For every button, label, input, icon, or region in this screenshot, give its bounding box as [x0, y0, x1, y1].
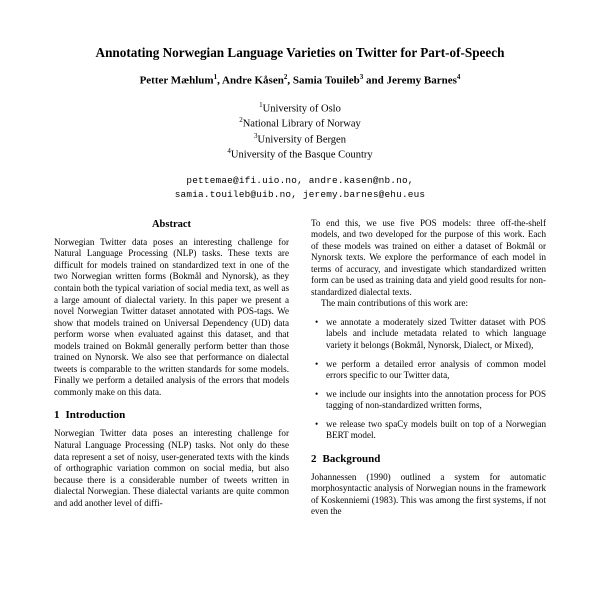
- affiliation-2-name: National Library of Norway: [242, 118, 361, 130]
- author-1-affil-marker: 1: [213, 73, 218, 82]
- author-2-affil-marker: 2: [283, 73, 288, 82]
- author-2: Andre Kåsen: [222, 74, 284, 87]
- right-column: [311, 218, 546, 518]
- section-1-heading: [54, 409, 289, 423]
- section-1-paragraph-1: Norwegian Twitter data poses an interesting challenge for Natural Language Processing (NLP) tasks. Not only do these data represent a set of noisy, user-generated texts with the kinds of orthographic variation common on social media, but also because there is a considerable number of tweets written in dialectal Norwegian. These dialectal variants are quite common and add another level of diffi-: [54, 428, 289, 508]
- section-2-paragraph-1: Johannessen (1990) outlined a system for automatic morphosyntactic analysis of Norwegian nouns in the framework of Koskenniemi (1983). This was among the first systems, if not even the: [311, 471, 546, 517]
- author-list: Petter Mæhlum$^1$, Andre Kåsen$^2$, Samia Touileb$^3$ and Jeremy Barnes$^4$: [139, 73, 461, 87]
- affiliation-2: [54, 116, 546, 131]
- affiliation-1-name: University of Oslo: [262, 103, 341, 115]
- list-item: • we perform a detailed error analysis of common model errors specific to our Twitter data,: [311, 359, 546, 382]
- section-1-number: 1: [54, 409, 60, 422]
- affiliation-1-marker: 1: [259, 100, 263, 109]
- affiliation-4-name: University of the Basque Country: [230, 149, 373, 161]
- section-2-heading: [311, 453, 546, 467]
- page-title: Annotating Norwegian Language Varieties on Twitter for Part-of-Speech: [95, 45, 505, 60]
- affiliation-2-marker: 2: [239, 116, 243, 125]
- section-2-title: Background: [322, 452, 381, 465]
- contributions-list: [311, 317, 546, 442]
- author-emails: [54, 174, 546, 201]
- right-paragraph-1: To end this, we use five POS models: three off-the-shelf models, and two developed for the purpose of this work. Each of these models was trained on either a dataset of Bokmål or Nynorsk texts. We explore the performance of each model in terms of accuracy, and investigate which standardized written form can be used as training data and yield good results for non-standardized dialectal texts.: [311, 217, 546, 297]
- author-4-affil-marker: 4: [456, 73, 461, 82]
- list-item: • we annotate a moderately sized Twitter dataset with POS labels and include metadata related to which language variety it belongs (Bokmål, Nynorsk, Dialect, or Mixed),: [311, 317, 546, 352]
- abstract-text: Norwegian Twitter data poses an interesting challenge for Natural Language Processing (NLP) tasks. These texts are difficult for models trained on standardized text in one of the two Norwegian written forms (Bokmål and Nynorsk), as they contain both the typical variation of social media text, as well as a large amount of dialectal variety. In this paper we present a novel Norwegian Twitter dataset annotated with POS-tags. We show that models trained on Universal Dependency (UD) data perform worse when evaluated against this dataset, and that models trained on Bokmål generally perform better than those trained on Nynorsk. We also see that performance on dialectal tweets is comparable to the written standards for some models. Finally we perform a detailed analysis of the errors that models commonly make on this data.: [54, 236, 289, 397]
- author-3: Samia Touileb: [292, 74, 360, 87]
- left-column: [54, 218, 289, 518]
- affiliation-3-name: University of Bergen: [257, 134, 346, 146]
- affiliation-3: [54, 132, 546, 147]
- right-paragraph-2: The main contributions of this work are:: [321, 298, 468, 309]
- section-1-title: Introduction: [65, 409, 126, 422]
- list-item: • we release two spaCy models built on top of a Norwegian BERT model.: [311, 419, 546, 442]
- author-4: Jeremy Barnes: [386, 74, 457, 87]
- section-2-number: 2: [311, 452, 317, 465]
- abstract-heading: Abstract: [151, 218, 192, 230]
- email-line-1: pettemae@ifi.uio.no, andre.kasen@nb.no,: [186, 175, 414, 187]
- affiliation-3-marker: 3: [254, 131, 258, 140]
- body-columns: [54, 218, 546, 518]
- list-item: • we include our insights into the annotation process for POS tagging of non-standardized written forms,: [311, 389, 546, 412]
- affiliation-list: [54, 101, 546, 162]
- author-1: Petter Mæhlum: [139, 74, 214, 87]
- affiliation-1: [54, 101, 546, 116]
- affiliation-4-marker: 4: [227, 146, 231, 155]
- email-line-2: samia.touileb@uib.no, jeremy.barnes@ehu.eus: [174, 188, 426, 200]
- affiliation-4: [54, 147, 546, 162]
- author-3-affil-marker: 3: [359, 73, 364, 82]
